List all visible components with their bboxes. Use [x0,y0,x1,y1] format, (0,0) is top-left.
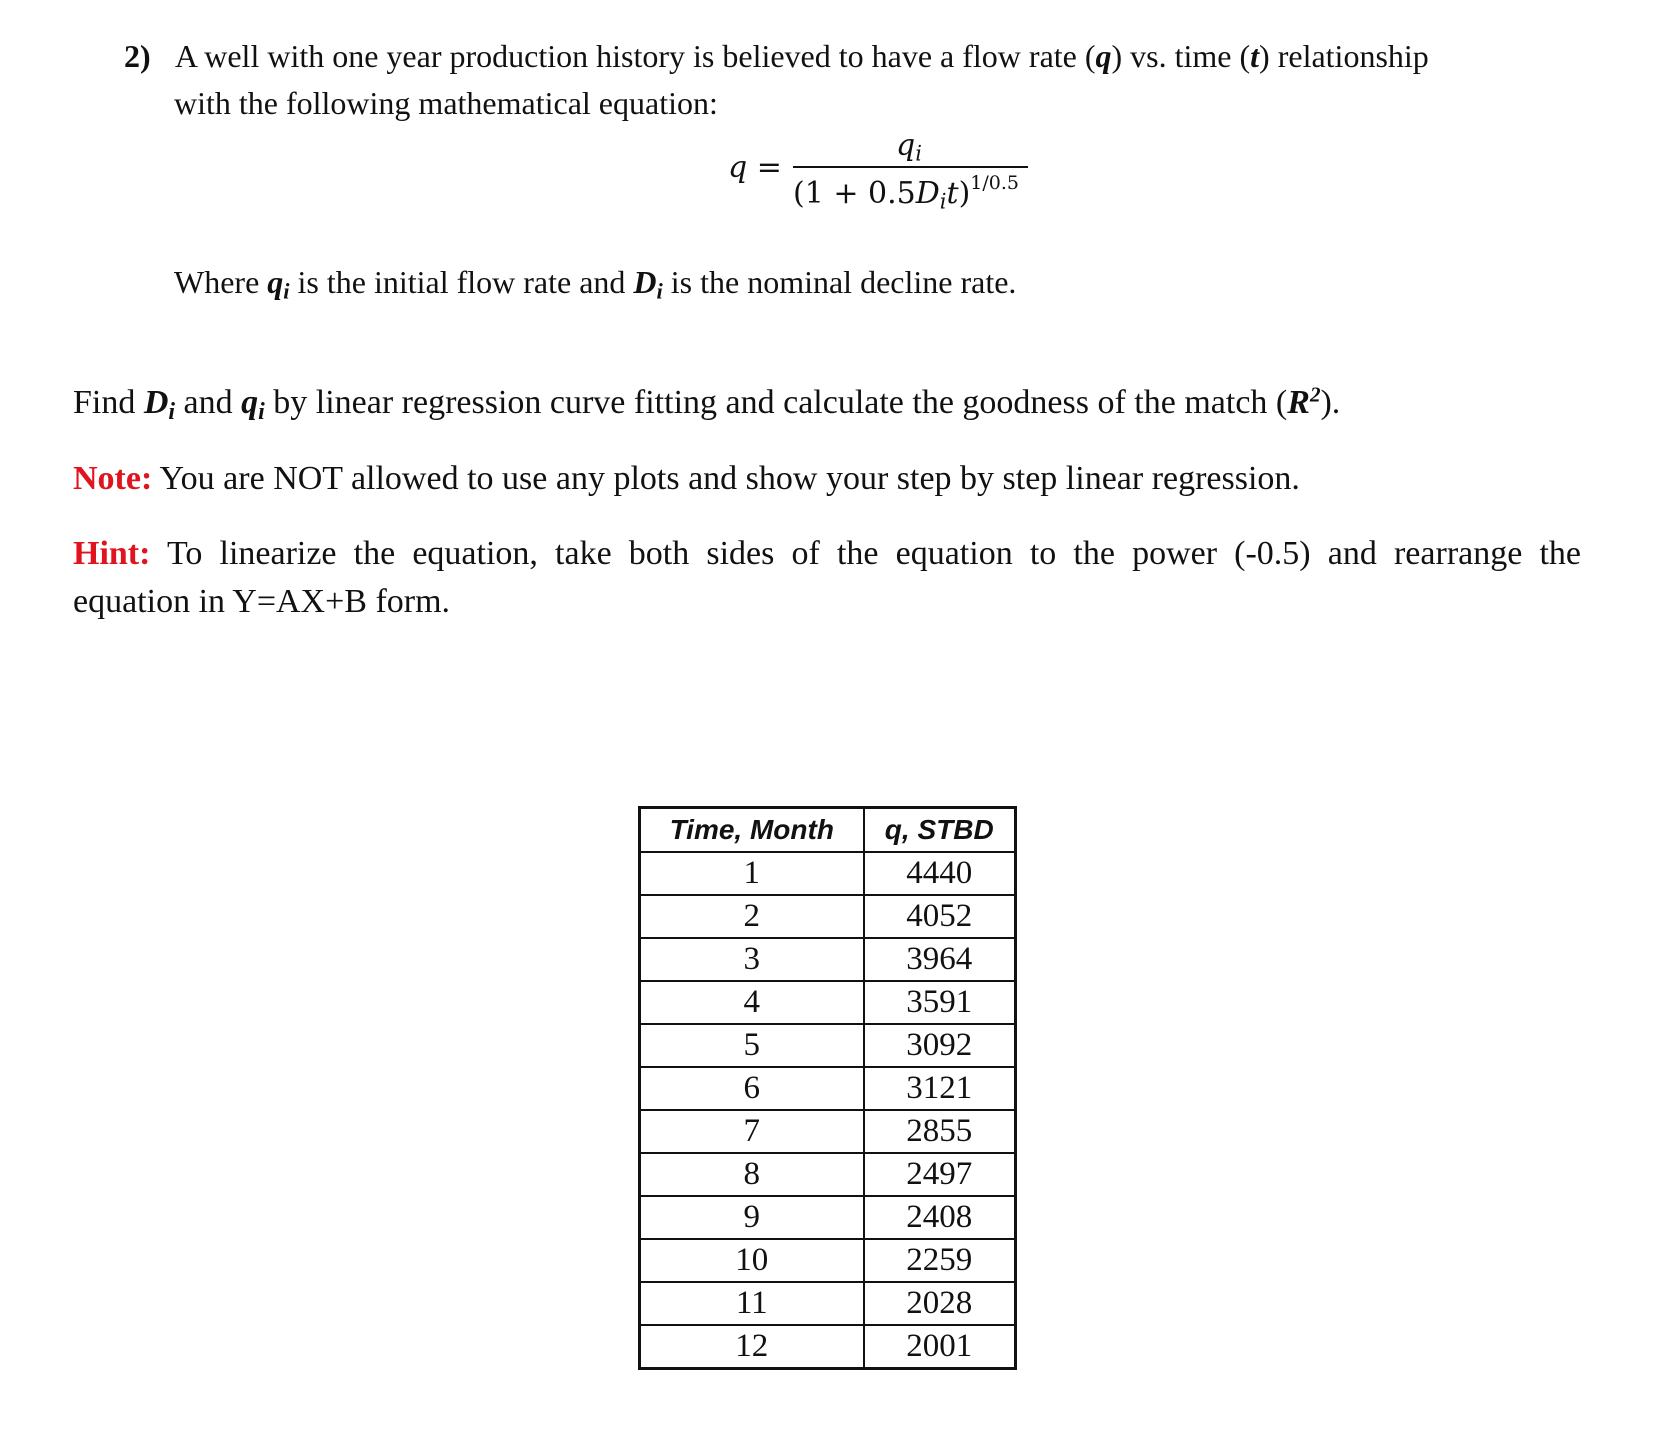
time-cell: 3 [640,938,864,981]
table-row [640,1196,1016,1239]
time-cell: 8 [640,1153,864,1196]
rate-cell: 2855 [864,1110,1016,1153]
hint-line1: Hint: To linearize the equation, take both sides of the equation to the power (-0.5) and rearrange the [73,535,1581,572]
note-line: Note: You are NOT allowed to use any plots and show your step by step linear regression. [73,460,1300,497]
rate-cell: 2259 [864,1239,1016,1282]
rate-cell: 2497 [864,1153,1016,1196]
problem-intro-line1: 2) A well with one year production history is believed to have a flow rate (q) vs. time (t) relationship [124,38,1429,74]
time-cell: 5 [640,1024,864,1067]
table-row [640,895,1016,938]
time-cell: 7 [640,1110,864,1153]
hint-line2: equation in Y=AX+B form. [73,583,451,620]
equation-lhs: q = [728,150,782,185]
note-label: Note: [73,460,153,497]
header-rate: q, STBD [864,808,1016,853]
equation-exponent: 1/0.5 [970,171,1019,194]
time-cell: 10 [640,1239,864,1282]
table-row [640,1239,1016,1282]
table-row [640,1325,1016,1369]
rate-cell: 2408 [864,1196,1016,1239]
table-row [640,1153,1016,1196]
rate-cell: 3964 [864,938,1016,981]
production-data-table [638,806,1017,1370]
table-row [640,1110,1016,1153]
where-line: Where $q_i$ is the initial flow rate and $D_i$ is the nominal decline rate. [174,264,1017,304]
equation-denominator: $(1 + 0.5D_it)^{1/0.5}$ [793,171,1019,214]
problem-intro-line2: with the following mathematical equation: [174,85,718,121]
rate-cell: 4052 [864,895,1016,938]
time-cell: 11 [640,1282,864,1325]
time-cell: 4 [640,981,864,1024]
equation-numerator: $q_i$ [896,128,922,166]
header-time: Time, Month [640,808,864,853]
time-cell: 12 [640,1325,864,1369]
time-cell: 2 [640,895,864,938]
table-row [640,1024,1016,1067]
rate-cell: 3591 [864,981,1016,1024]
time-cell: 6 [640,1067,864,1110]
table-row [640,852,1016,895]
table-header-row [640,808,1016,853]
hint-label: Hint: [73,535,151,572]
problem-number: 2) [124,38,151,74]
table-row [640,1067,1016,1110]
find-line: Find $D_i$ and $q_i$ by linear regression curve fitting and calculate the goodness of the match $(R^2)$. [73,382,1341,425]
rate-cell: 2001 [864,1325,1016,1369]
rate-cell: 2028 [864,1282,1016,1325]
time-cell: 9 [640,1196,864,1239]
table-row [640,1282,1016,1325]
rate-cell: 3092 [864,1024,1016,1067]
time-cell: 1 [640,852,864,895]
table-row [640,938,1016,981]
table-row [640,981,1016,1024]
rate-cell: 4440 [864,852,1016,895]
rate-cell: 3121 [864,1067,1016,1110]
equation-fraction-bar [793,166,1028,168]
